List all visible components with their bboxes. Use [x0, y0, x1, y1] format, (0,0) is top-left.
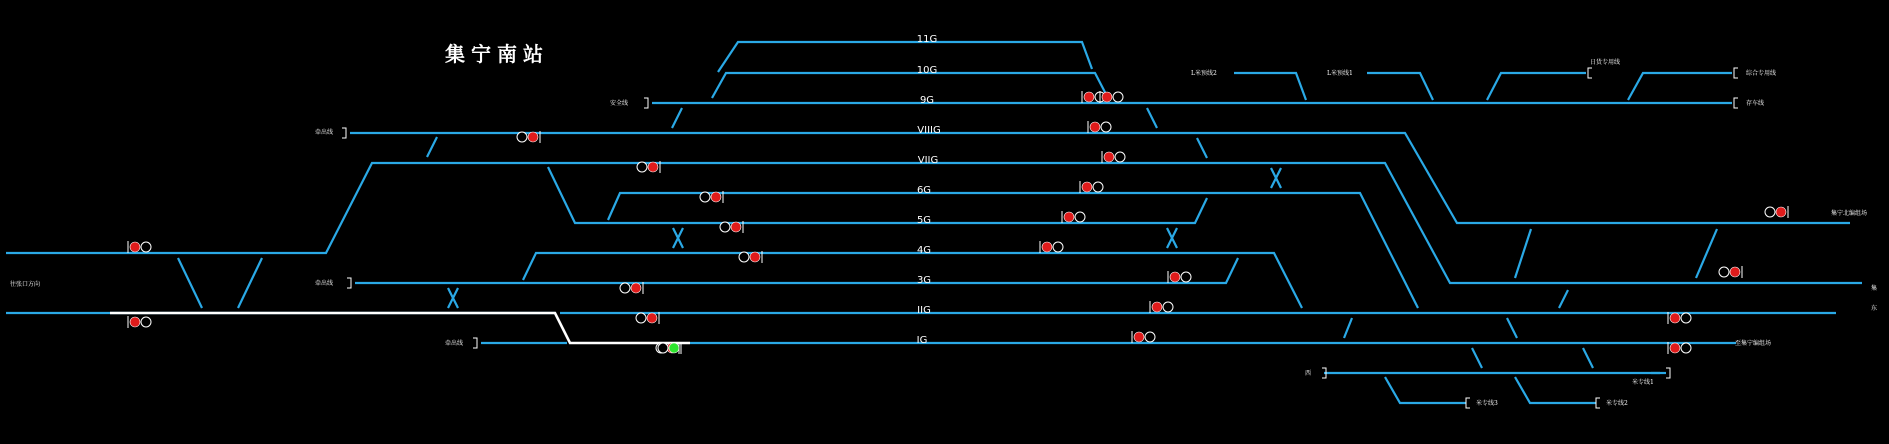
- track-labels: [917, 34, 941, 346]
- signal-s18[interactable]: [1150, 301, 1173, 313]
- crossover-d[interactable]: [672, 108, 682, 128]
- signal-ring: [1145, 332, 1155, 342]
- crossover-g[interactable]: [1515, 229, 1531, 278]
- signal-s21[interactable]: [1719, 266, 1742, 278]
- station-title: 集宁南站: [445, 42, 549, 66]
- signal-ring: [141, 242, 151, 252]
- line-label-dedicated-1: 日货专用线: [1590, 59, 1621, 66]
- signal-lamp-red: [631, 283, 641, 293]
- x-crossing-2[interactable]: [673, 228, 683, 248]
- line-labels: [10, 58, 1877, 407]
- track-label: 5G: [916, 215, 932, 226]
- line-label-safety: 安全线: [610, 100, 629, 107]
- signal-ring: [620, 283, 630, 293]
- stop-bracket: [644, 98, 648, 108]
- crossover-b[interactable]: [238, 258, 262, 308]
- track-dedicated-2[interactable]: [1628, 73, 1732, 100]
- signal-s12[interactable]: [1088, 121, 1111, 133]
- signal-ring: [637, 162, 647, 172]
- line-label-pullout-1: 牵出线: [315, 129, 334, 136]
- crossover-a[interactable]: [178, 258, 202, 308]
- edge-mark-bottom: 东: [1871, 305, 1878, 312]
- track-label: 11G: [916, 34, 938, 45]
- stop-bracket: [1734, 98, 1738, 108]
- signal-s13[interactable]: [1102, 151, 1125, 163]
- signal-ring: [700, 192, 710, 202]
- stop-bracket: [1466, 398, 1470, 408]
- crossover-c[interactable]: [427, 137, 437, 157]
- line-label-storage: 存车线: [1746, 100, 1765, 107]
- signal-lamp-red: [1670, 313, 1680, 323]
- signal-ring: [1113, 92, 1123, 102]
- track-label: IIG: [917, 305, 931, 316]
- signal-s15[interactable]: [1062, 211, 1085, 223]
- line-label-branch-2: 米专线2: [1606, 400, 1628, 407]
- track-3g[interactable]: [355, 258, 1238, 283]
- track-label: VIIIG: [917, 125, 941, 136]
- stop-bracket: [1588, 68, 1592, 78]
- line-label-main-east-2: 至集宁编组场: [1735, 340, 1772, 347]
- signal-lamp-red: [1102, 92, 1112, 102]
- signal-ring: [1115, 152, 1125, 162]
- signal-ring: [1053, 242, 1063, 252]
- signal-ring: [141, 317, 151, 327]
- track-label: VIIG: [917, 155, 939, 166]
- signal-lamp-red: [647, 313, 657, 323]
- crossover-l[interactable]: [1472, 348, 1482, 368]
- signal-ring: [658, 343, 668, 353]
- signal-s17[interactable]: [1168, 271, 1191, 283]
- signal-lamp-red: [750, 252, 760, 262]
- x-crossing-3[interactable]: [1167, 228, 1177, 248]
- stop-bracket: [1666, 368, 1670, 378]
- signal-lamp-red: [1042, 242, 1052, 252]
- active-route: [110, 313, 690, 343]
- stop-bracket: [347, 278, 351, 288]
- track-10g[interactable]: [712, 73, 1108, 98]
- track-dedicated-1[interactable]: [1487, 73, 1586, 100]
- signal-s1[interactable]: [128, 241, 151, 253]
- signal-ring: [739, 252, 749, 262]
- signal-ring: [517, 132, 527, 142]
- line-label-siding-2: L米预线2: [1191, 70, 1217, 77]
- track-siding-2[interactable]: [1234, 73, 1306, 100]
- x-crossing-4[interactable]: [1271, 168, 1281, 188]
- track-label: 10G: [916, 65, 938, 76]
- line-label-siding-1: L米预线1: [1327, 70, 1353, 77]
- track-label: 6G: [916, 185, 932, 196]
- track-branch-3[interactable]: [1385, 377, 1466, 403]
- signal-s16[interactable]: [1040, 241, 1063, 253]
- stop-bracket: [342, 128, 346, 138]
- signal-lamp-red: [1730, 267, 1740, 277]
- signal-s14[interactable]: [1080, 181, 1103, 193]
- line-label-pullout-2: 牵出线: [315, 280, 334, 287]
- signal-lamp-red: [1170, 272, 1180, 282]
- line-label-main-east: 集宁北编组场: [1831, 210, 1868, 217]
- signal-ring: [1181, 272, 1191, 282]
- x-crossing-1[interactable]: [448, 288, 458, 308]
- signal-ring: [1163, 302, 1173, 312]
- signal-ring: [1719, 267, 1729, 277]
- crossover-m[interactable]: [1583, 348, 1593, 368]
- track-8g[interactable]: [350, 133, 1850, 223]
- signal-s20[interactable]: [1765, 206, 1788, 218]
- signal-ring: [1681, 313, 1691, 323]
- stop-bracket: [1734, 68, 1738, 78]
- signal-ring: [1765, 207, 1775, 217]
- signal-lamp-red: [1064, 212, 1074, 222]
- line-label-branch-3: 米专线3: [1476, 400, 1498, 407]
- signal-lamp-red: [1082, 182, 1092, 192]
- signal-lamp-red: [130, 242, 140, 252]
- signal-lamp-red: [1134, 332, 1144, 342]
- signal-lamp-red: [130, 317, 140, 327]
- track-11g[interactable]: [718, 42, 1092, 72]
- stop-bracket: [473, 338, 477, 348]
- signal-ring: [720, 222, 730, 232]
- signal-lamp-red: [1084, 92, 1094, 102]
- crossover-k[interactable]: [1507, 318, 1517, 338]
- signal-lamp-red: [711, 192, 721, 202]
- crossover-f[interactable]: [1197, 138, 1207, 158]
- signal-lamp-red: [528, 132, 538, 142]
- track-label: 4G: [916, 245, 932, 256]
- signal-ring: [636, 313, 646, 323]
- track-siding-1[interactable]: [1367, 73, 1433, 100]
- signal-ring: [1075, 212, 1085, 222]
- signal-lamp-red: [731, 222, 741, 232]
- crossover-i[interactable]: [1559, 290, 1568, 308]
- signal-lamp-red: [1104, 152, 1114, 162]
- track-label: 3G: [916, 275, 932, 286]
- line-label-dedicated-2: 综合专用线: [1746, 70, 1777, 77]
- signal-lamp-red: [648, 162, 658, 172]
- track-5g[interactable]: [548, 167, 1207, 223]
- crossover-j[interactable]: [1344, 318, 1352, 338]
- signal-ring: [1101, 122, 1111, 132]
- signal-lamp-red: [1152, 302, 1162, 312]
- track-6g[interactable]: [608, 193, 1418, 308]
- line-label-lower-left: 西: [1305, 370, 1312, 377]
- track-branch-2[interactable]: [1515, 377, 1596, 403]
- line-label-west-entry: 往张口方向: [10, 281, 41, 288]
- signal-ring: [1681, 343, 1691, 353]
- signal-lamp-red: [1670, 343, 1680, 353]
- track-label: IG: [916, 335, 928, 346]
- signal-s24[interactable]: [1082, 91, 1105, 103]
- line-label-branch-1: 米专线1: [1632, 379, 1654, 386]
- track-label: 9G: [919, 95, 935, 106]
- stop-bracket: [1596, 398, 1600, 408]
- edge-mark-top: 集: [1871, 285, 1878, 292]
- signal-lamp-red: [1776, 207, 1786, 217]
- crossover-e[interactable]: [1147, 108, 1157, 128]
- crossover-h[interactable]: [1696, 229, 1717, 278]
- signal-s19[interactable]: [1132, 331, 1155, 343]
- signal-lamp-red: [1090, 122, 1100, 132]
- signal-lamp-green: [669, 343, 679, 353]
- line-label-pullout-3: 牵出线: [445, 340, 464, 347]
- signal-s2[interactable]: [128, 316, 151, 328]
- signal-ring: [1093, 182, 1103, 192]
